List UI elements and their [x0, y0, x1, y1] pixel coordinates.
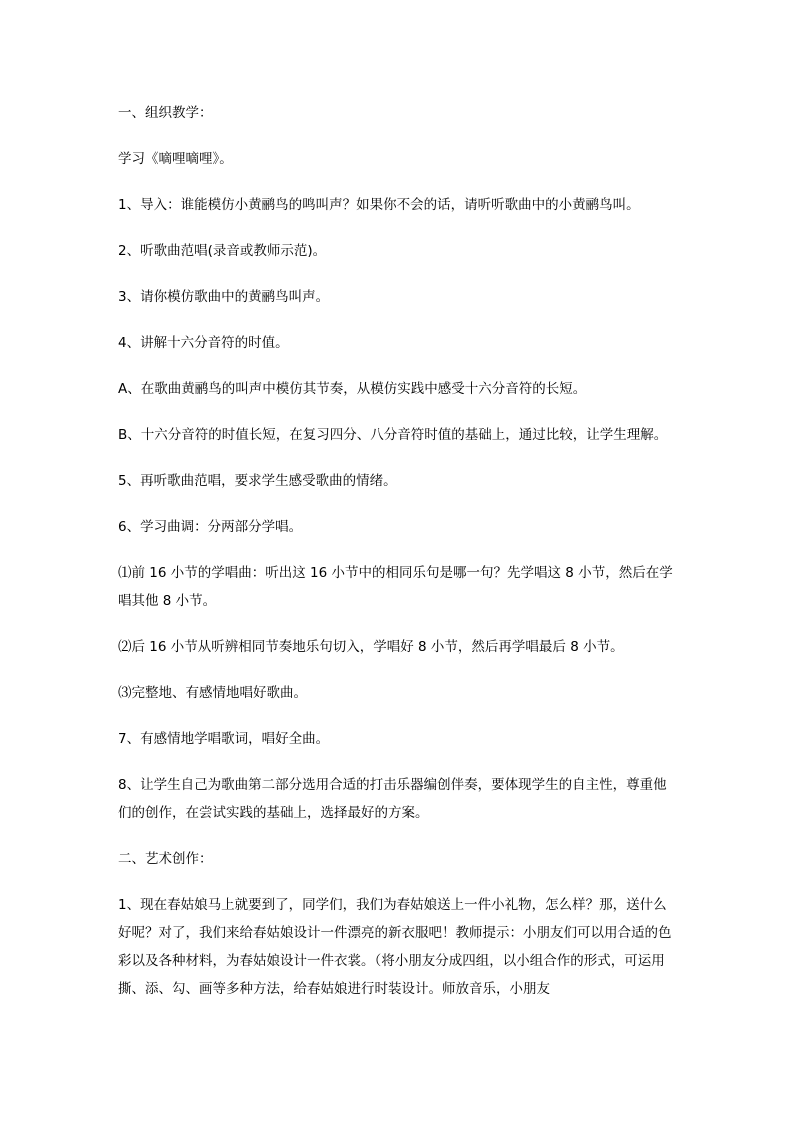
paragraph-step-6-2: ⑵后 16 小节从听辨相同节奏地乐句切入，学唱好 8 小节，然后再学唱最后 8 小节。 — [118, 639, 624, 655]
paragraph-step-4b: B、十六分音符的时值长短，在复习四分、八分音符时值的基础上，通过比较，让学生理解。 — [118, 427, 668, 443]
paragraph-step-4a: A、在歌曲黄鹂鸟的叫声中模仿其节奏，从模仿实践中感受十六分音符的长短。 — [118, 381, 587, 397]
paragraph-step-6: 6、学习曲调：分两部分学唱。 — [118, 519, 303, 535]
heading-organize-teaching: 一、组织教学： — [118, 105, 213, 121]
paragraph-step-8: 8、让学生自己为歌曲第二部分选用合适的打击乐器编创伴奏，要体现学生的自主性，尊重他们的创作，在尝试实践的基础上，选择最好的方案。 — [118, 777, 667, 821]
paragraph-step-1: 1、导入：谁能模仿小黄鹂鸟的鸣叫声？如果你不会的话，请听听歌曲中的小黄鹂鸟叫。 — [118, 197, 640, 213]
paragraph-step-4: 4、讲解十六分音符的时值。 — [118, 335, 289, 351]
document-page — [118, 99, 678, 1021]
heading-art-creation: 二、艺术创作： — [118, 851, 213, 867]
paragraph-step-3: 3、请你模仿歌曲中的黄鹂鸟叫声。 — [118, 289, 330, 305]
paragraph-step-5: 5、再听歌曲范唱，要求学生感受歌曲的情绪。 — [118, 473, 397, 489]
paragraph-art-step-1: 1、现在春姑娘马上就要到了，同学们，我们为春姑娘送上一件小礼物，怎么样？那，送什么好呢？对了，我们来给春姑娘设计一件漂亮的新衣服吧！教师提示：小朋友们可以用合适的色彩以及各种材料，为春姑娘设计一件衣裳。（将小朋友分成四组，以小组合作的形式，可运用撕、添、勾、画等多种方法，给春姑娘进行时装设计。师放音乐，小朋友 — [118, 897, 672, 997]
paragraph-study-song: 学习《嘀哩嘀哩》。 — [118, 151, 233, 167]
paragraph-step-6-1: ⑴前 16 小节的学唱曲：听出这 16 小节中的相同乐句是哪一句？先学唱这 8 小节，然后在学唱其他 8 小节。 — [118, 565, 673, 609]
paragraph-step-6-3: ⑶完整地、有感情地唱好歌曲。 — [118, 685, 307, 701]
paragraph-step-2: 2、听歌曲范唱(录音或教师示范)。 — [118, 243, 327, 259]
paragraph-step-7: 7、有感情地学唱歌词，唱好全曲。 — [118, 731, 330, 747]
